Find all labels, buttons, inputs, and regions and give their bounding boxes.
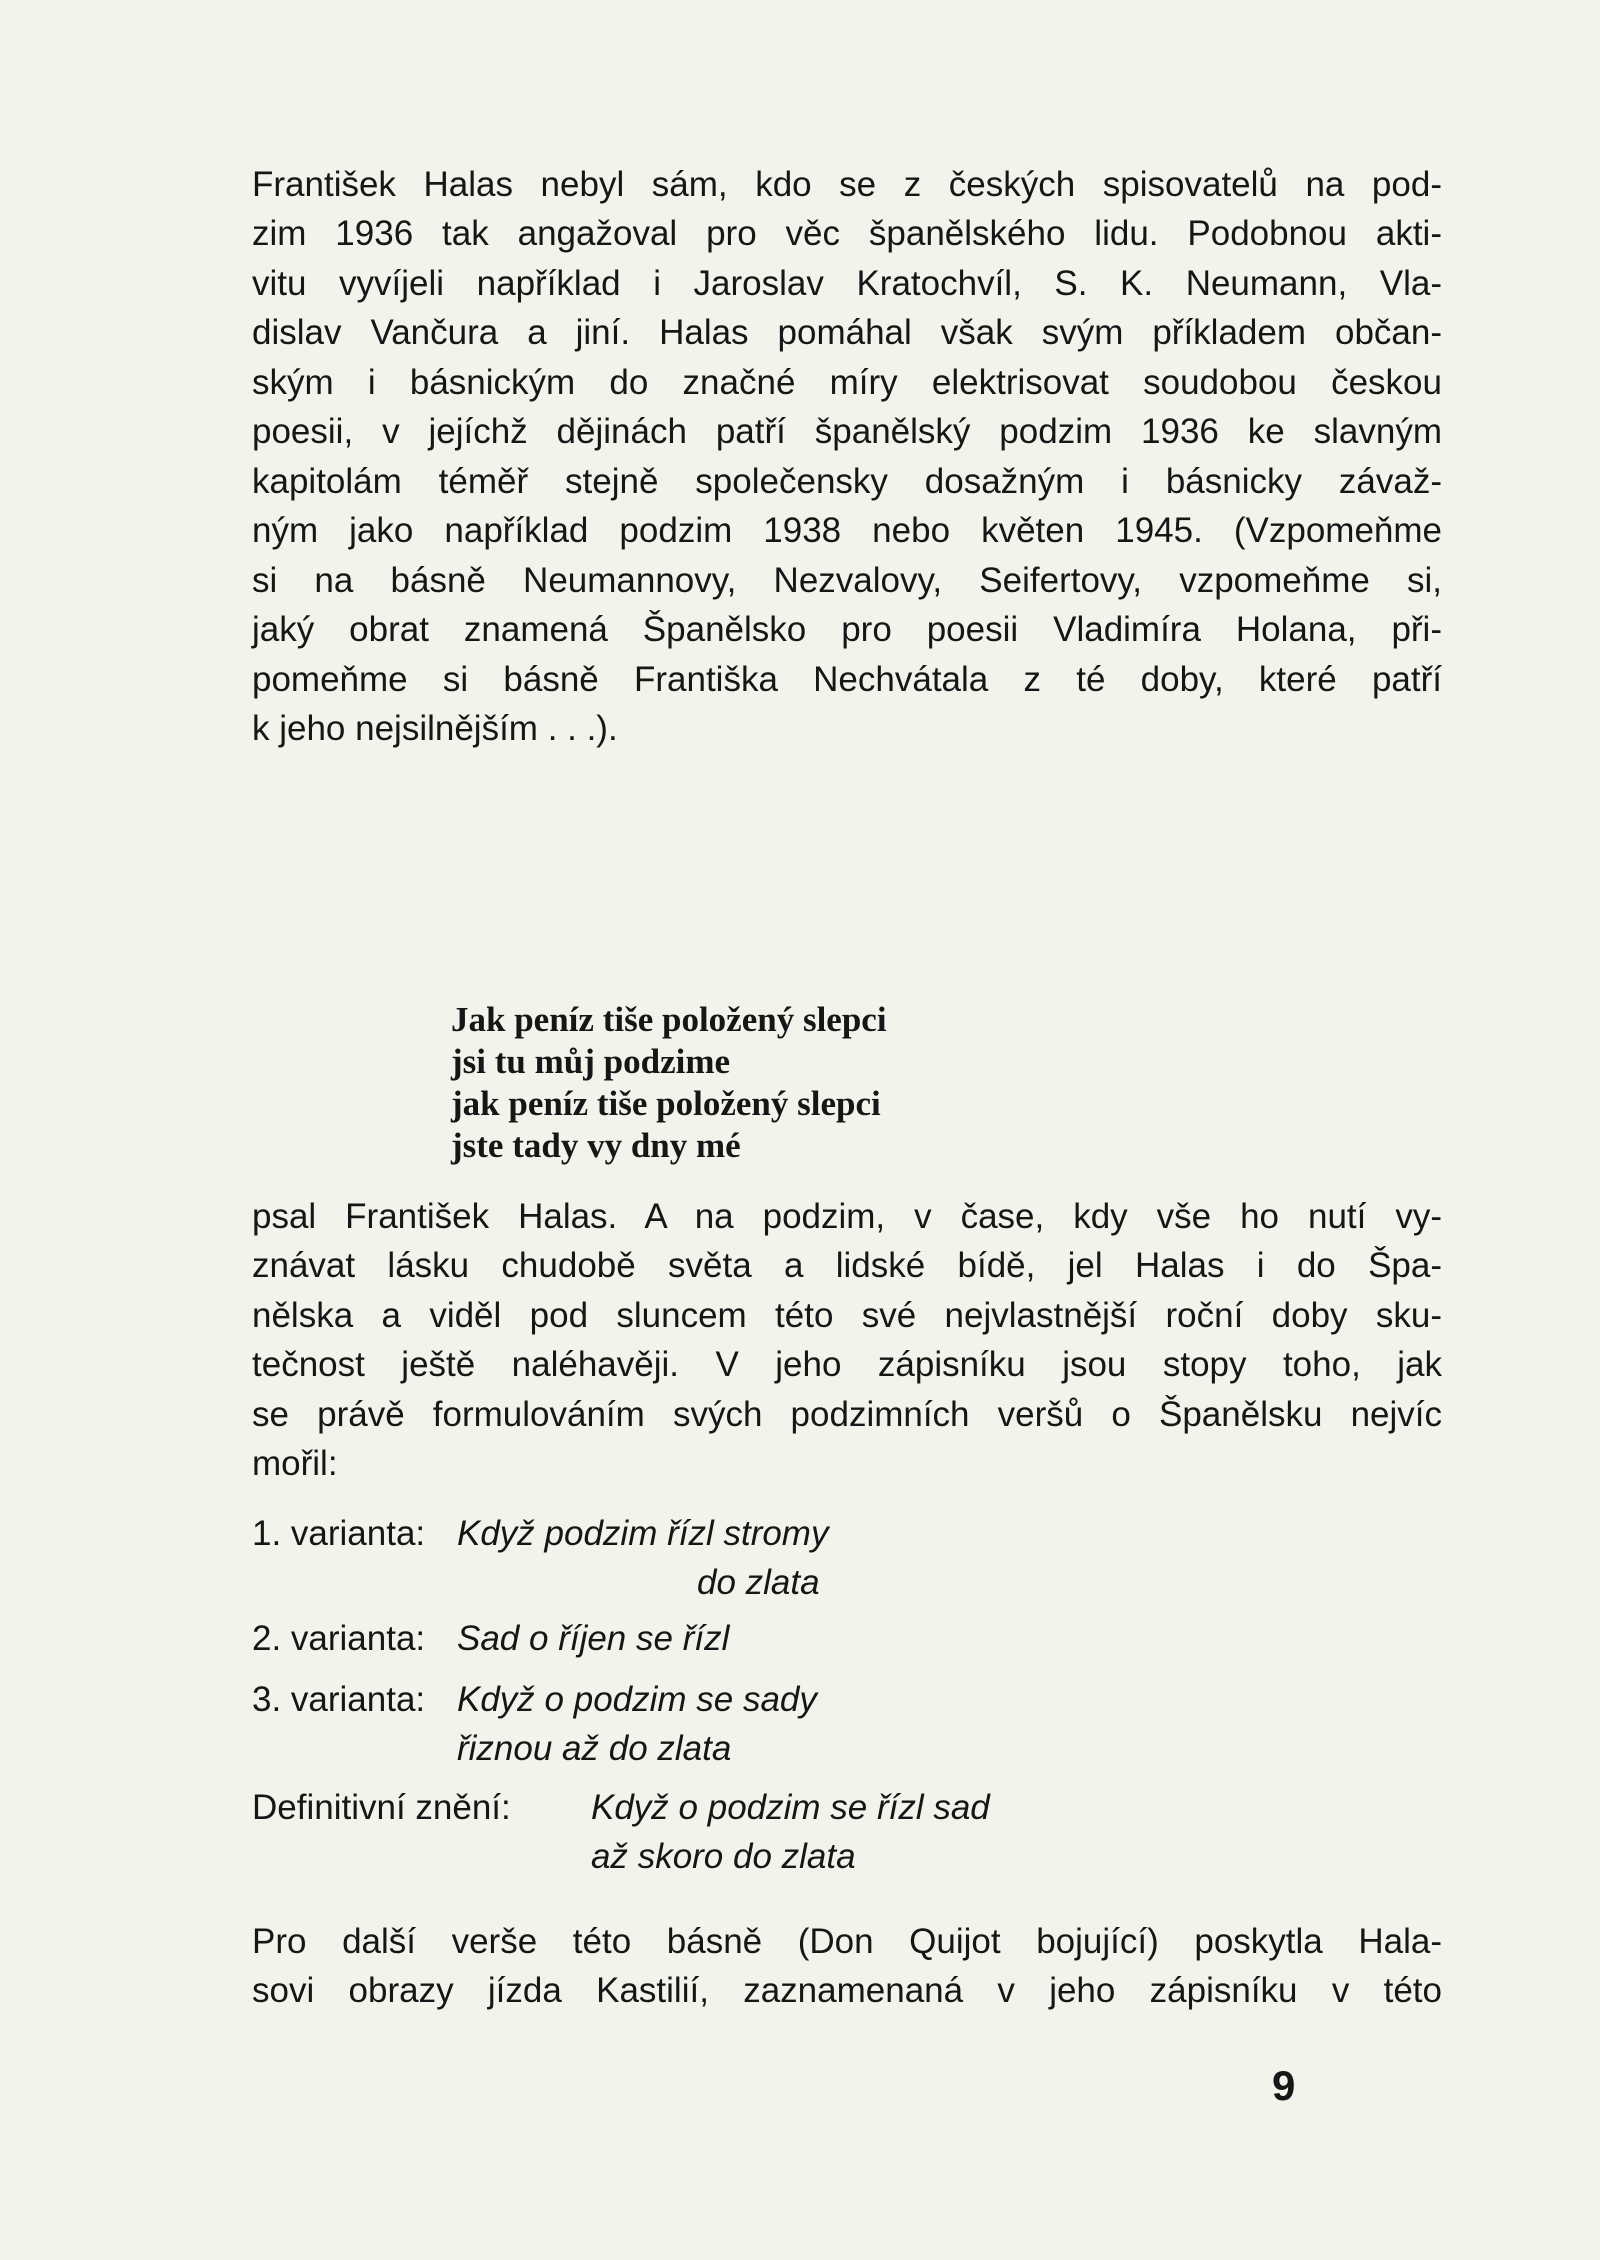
definitive-label: Definitivní znění: xyxy=(252,1788,511,1827)
variant-label: 1. varianta: xyxy=(252,1514,426,1553)
text-line: ným jako například podzim 1938 nebo květen 1945. (Vzpomeňme xyxy=(252,511,1442,550)
variant-text: do zlata xyxy=(697,1563,820,1602)
text-line: k jeho nejsilnějším . . .). xyxy=(252,709,618,748)
poem-line: jste tady vy dny mé xyxy=(451,1126,741,1165)
variant-label: 3. varianta: xyxy=(252,1680,426,1719)
poem-line: Jak peníz tiše položený slepci xyxy=(451,1000,887,1039)
variant-text: Když podzim řízl stromy xyxy=(457,1514,829,1553)
text-line: poesii, v jejíchž dějinách patří španělský podzim 1936 ke slavným xyxy=(252,412,1442,451)
text-line: mořil: xyxy=(252,1444,338,1483)
text-line: nělska a viděl pod sluncem této své nejvlastnější roční doby sku- xyxy=(252,1296,1442,1335)
text-line: psal František Halas. A na podzim, v čase, kdy vše ho nutí vy- xyxy=(252,1197,1442,1236)
text-line: vitu vyvíjeli například i Jaroslav Kratochvíl, S. K. Neumann, Vla- xyxy=(252,264,1442,303)
page-number: 9 xyxy=(1272,2062,1296,2109)
text-line: pomeňme si básně Františka Nechvátala z té doby, které patří xyxy=(252,660,1442,699)
definitive-text: až skoro do zlata xyxy=(591,1837,856,1876)
text-line: František Halas nebyl sám, kdo se z českých spisovatelů na pod- xyxy=(252,165,1442,204)
variant-text: Sad o říjen se řízl xyxy=(457,1619,730,1658)
text-line: si na básně Neumannovy, Nezvalovy, Seifertovy, vzpomeňme si, xyxy=(252,561,1442,600)
text-line: se právě formulováním svých podzimních veršů o Španělsku nejvíc xyxy=(252,1395,1442,1434)
text-line: jaký obrat znamená Španělsko pro poesii Vladimíra Holana, při- xyxy=(252,610,1442,649)
text-line: kapitolám téměř stejně společensky dosažným i básnicky závaž- xyxy=(252,462,1442,501)
text-line: tečnost ještě naléhavěji. V jeho zápisníku jsou stopy toho, jak xyxy=(252,1345,1442,1384)
variant-text: řiznou až do zlata xyxy=(457,1729,732,1768)
variant-label: 2. varianta: xyxy=(252,1619,426,1658)
text-line: dislav Vančura a jiní. Halas pomáhal však svým příkladem občan- xyxy=(252,313,1442,352)
text-line: zim 1936 tak angažoval pro věc španělského lidu. Podobnou akti- xyxy=(252,214,1442,253)
poem-line: jsi tu můj podzime xyxy=(451,1042,731,1081)
text-line: Pro další verše této básně (Don Quijot bojující) poskytla Hala- xyxy=(252,1922,1442,1961)
text-line: sovi obrazy jízda Kastilií, zaznamenaná v jeho zápisníku v této xyxy=(252,1971,1442,2010)
text-line: ským i básnickým do značné míry elektrisovat soudobou českou xyxy=(252,363,1442,402)
variant-text: Když o podzim se sady xyxy=(457,1680,817,1719)
definitive-text: Když o podzim se řízl sad xyxy=(591,1788,990,1827)
text-line: znávat lásku chudobě světa a lidské bídě, jel Halas i do Špa- xyxy=(252,1246,1442,1285)
poem-line: jak peníz tiše položený slepci xyxy=(451,1084,881,1123)
